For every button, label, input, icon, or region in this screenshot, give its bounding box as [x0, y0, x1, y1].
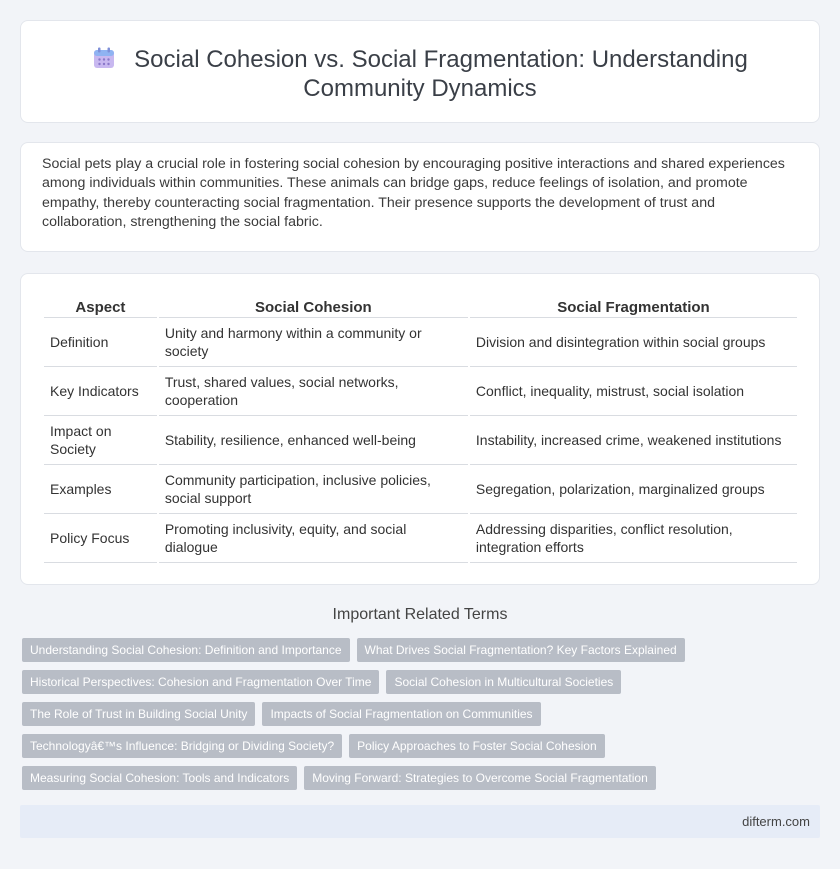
table-cell-fragmentation: Conflict, inequality, mistrust, social isolation — [470, 367, 797, 416]
comparison-table-card — [20, 273, 820, 585]
table-cell-aspect: Definition — [44, 318, 157, 367]
table-cell-fragmentation: Addressing disparities, conflict resolution, integration efforts — [470, 514, 797, 563]
table-cell-cohesion: Unity and harmony within a community or society — [159, 318, 468, 367]
related-term-link[interactable]: The Role of Trust in Building Social Unity — [22, 702, 255, 726]
footer — [20, 805, 820, 838]
page-title — [21, 45, 819, 103]
related-term-link[interactable]: Moving Forward: Strategies to Overcome Social Fragmentation — [304, 766, 655, 790]
related-term-link[interactable]: What Drives Social Fragmentation? Key Factors Explained — [357, 638, 685, 662]
related-term-link[interactable]: Measuring Social Cohesion: Tools and Indicators — [22, 766, 297, 790]
table-cell-aspect: Examples — [44, 465, 157, 514]
table-cell-cohesion: Trust, shared values, social networks, cooperation — [159, 367, 468, 416]
related-terms-list — [22, 638, 818, 798]
intro-card — [20, 142, 820, 252]
table-header-row — [44, 296, 797, 318]
related-term-link[interactable]: Policy Approaches to Foster Social Cohesion — [349, 734, 604, 758]
header-social-fragmentation: Social Fragmentation — [470, 296, 797, 318]
comparison-table — [42, 296, 799, 563]
table-cell-cohesion: Community participation, inclusive policies, social support — [159, 465, 468, 514]
footer-site-link[interactable]: difterm.com — [742, 814, 810, 829]
table-cell-aspect: Impact on Society — [44, 416, 157, 465]
table-row — [44, 465, 797, 514]
table-row — [44, 318, 797, 367]
table-cell-aspect: Key Indicators — [44, 367, 157, 416]
related-term-link[interactable]: Understanding Social Cohesion: Definition and Importance — [22, 638, 350, 662]
table-row — [44, 514, 797, 563]
related-term-link[interactable]: Historical Perspectives: Cohesion and Fragmentation Over Time — [22, 670, 379, 694]
header-aspect: Aspect — [44, 296, 157, 318]
intro-text: Social pets play a crucial role in fostering social cohesion by encouraging positive interactions and shared experiences among individuals within communities. These animals can bridge gaps, reduce feelings of isolation, and promote empathy, thereby counteracting social fragmentation. Their presence supports the development of trust and collaboration, strengthening the social fabric. — [42, 156, 785, 231]
title-line-2: Community Dynamics — [303, 75, 537, 102]
table-cell-fragmentation: Instability, increased crime, weakened institutions — [470, 416, 797, 465]
table-cell-aspect: Policy Focus — [44, 514, 157, 563]
related-terms-title: Important Related Terms — [332, 606, 508, 623]
table-cell-cohesion: Stability, resilience, enhanced well-being — [159, 416, 468, 465]
table-row — [44, 416, 797, 465]
table-row — [44, 367, 797, 416]
table-cell-cohesion: Promoting inclusivity, equity, and social dialogue — [159, 514, 468, 563]
related-term-link[interactable]: Technologyâ€™s Influence: Bridging or Dividing Society? — [22, 734, 342, 758]
table-cell-fragmentation: Division and disintegration within social groups — [470, 318, 797, 367]
related-term-link[interactable]: Impacts of Social Fragmentation on Communities — [262, 702, 540, 726]
related-term-link[interactable]: Social Cohesion in Multicultural Societies — [386, 670, 621, 694]
title-line-1: Social Cohesion vs. Social Fragmentation: Understanding — [134, 46, 748, 73]
header-social-cohesion: Social Cohesion — [159, 296, 468, 318]
header-card — [20, 20, 820, 123]
table-cell-fragmentation: Segregation, polarization, marginalized groups — [470, 465, 797, 514]
calendar-icon — [92, 46, 116, 70]
